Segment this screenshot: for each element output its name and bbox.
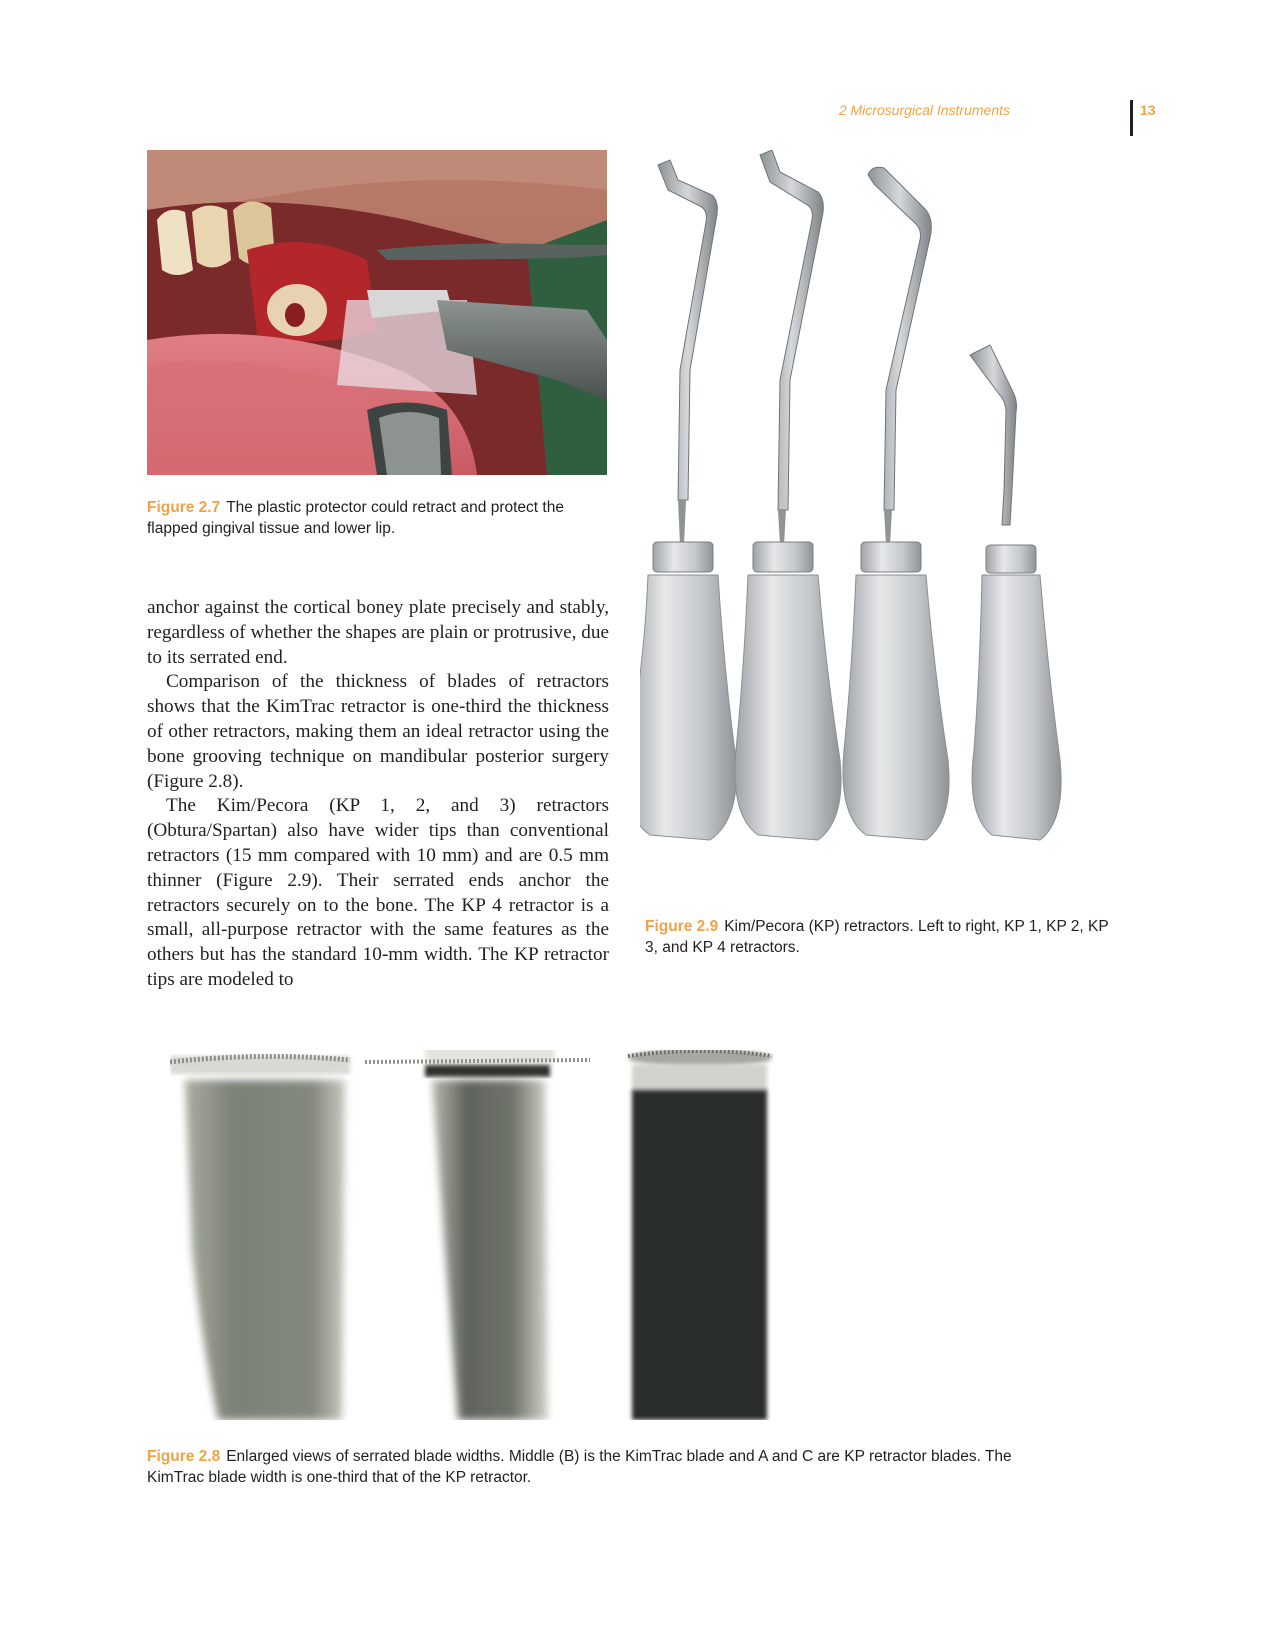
figure-2-8-blades bbox=[170, 1050, 820, 1420]
retractor-kp1 bbox=[640, 160, 736, 840]
figure-label: Figure 2.7 bbox=[147, 499, 221, 516]
figure-2-9-caption bbox=[645, 916, 1115, 958]
running-head bbox=[838, 100, 1160, 136]
figure-label: Figure 2.8 bbox=[147, 1448, 221, 1465]
paragraph-continued: anchor against the cortical boney plate precisely and stably, regardless of whether the shapes are plain or protrusive, due to its serrated end. bbox=[147, 597, 609, 668]
retractor-kp3 bbox=[843, 167, 949, 840]
page-number: 13 bbox=[1140, 102, 1156, 118]
blades-illustration bbox=[170, 1050, 820, 1420]
figure-2-9-retractors bbox=[640, 150, 1140, 890]
retractor-kp2 bbox=[735, 150, 841, 840]
caption-text: Enlarged views of serrated blade widths. Middle (B) is the KimTrac blade and A and C are KP retractor blades. The KimTrac blade width is one-third that of the KP retractor. bbox=[147, 1448, 1012, 1486]
chapter-title: 2 Microsurgical Instruments bbox=[838, 102, 1010, 118]
retractor-kp4 bbox=[970, 345, 1061, 840]
figure-2-8-caption bbox=[147, 1446, 1067, 1488]
clinical-photo-illustration bbox=[147, 150, 607, 475]
figure-2-7-photo bbox=[147, 150, 607, 475]
body-text bbox=[147, 596, 609, 993]
paragraph-kim-pecora: The Kim/Pecora (KP 1, 2, and 3) retractors (Obtura/Spartan) also have wider tips than conventional retractors (15 mm compared with 10 mm) and are 0.5 mm thinner (Figure 2.9). Their serrated ends anchor the retractors securely on to the bone. The KP 4 retractor is a small, all-purpose retractor with the same features as the others but has the standard 10-mm width. The KP retractor tips are modeled to bbox=[147, 795, 609, 990]
figure-2-7-caption bbox=[147, 497, 607, 539]
caption-text: The plastic protector could retract and protect the flapped gingival tissue and lower lip. bbox=[147, 499, 564, 537]
blade-b-kimtrac bbox=[365, 1050, 590, 1420]
blade-a bbox=[170, 1056, 350, 1420]
paragraph-thickness-comparison: Comparison of the thickness of blades of retractors shows that the KimTrac retractor is one-third the thickness of other retractors, making them an ideal retractor using the bone grooving technique on mandibular posterior surgery (Figure 2.8). bbox=[147, 671, 609, 792]
blade-c bbox=[628, 1050, 772, 1420]
caption-text: Kim/Pecora (KP) retractors. Left to right, KP 1, KP 2, KP 3, and KP 4 retractors. bbox=[645, 918, 1109, 956]
figure-label: Figure 2.9 bbox=[645, 918, 719, 935]
header-divider bbox=[1130, 100, 1133, 136]
retractors-illustration bbox=[640, 150, 1140, 890]
